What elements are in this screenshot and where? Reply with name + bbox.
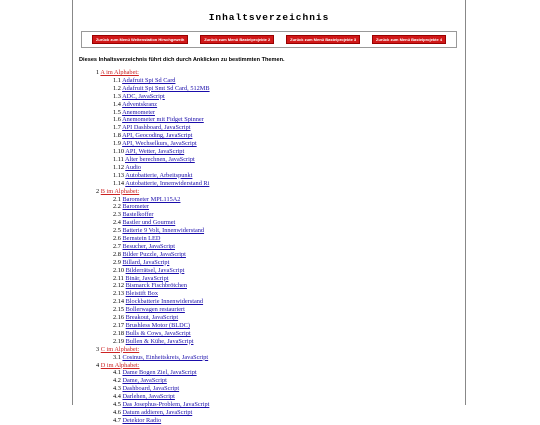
toc-item-link[interactable]: API, Wechselkurs, JavaScript	[122, 140, 197, 148]
toc-item-link[interactable]: Bilder Puzzle, JavaScript	[122, 250, 186, 258]
toc-item-link[interactable]: Dame Bogen Ziel, JavaScript	[122, 369, 197, 377]
toc-item-link[interactable]: Alter berechnen, JavaScript	[125, 155, 195, 163]
nav-button-bastelprojekte-4[interactable]: Zurück zum Menü Bastelprojekte 4	[372, 35, 446, 44]
toc-item	[113, 109, 465, 117]
nav-button-weltenstation[interactable]: Zurück zum Menü Weltenstation Hirschgeweih	[92, 35, 188, 44]
toc-item-number: 4.5	[113, 401, 121, 409]
toc-item	[113, 140, 465, 148]
toc-section	[96, 188, 465, 196]
toc-item-link[interactable]: Dame, JavaScript	[122, 377, 167, 385]
toc-item	[113, 369, 465, 377]
toc-item	[113, 156, 465, 164]
toc-item-number: 4.2	[113, 377, 121, 385]
nav-button-bar	[81, 31, 457, 48]
toc-item	[113, 148, 465, 156]
toc-item-link[interactable]: Bernstein LED	[122, 235, 161, 243]
toc-item-number: 2.12	[113, 282, 125, 290]
toc-item-number: 4.7	[113, 416, 121, 424]
toc-item-number: 1.6	[113, 116, 121, 124]
nav-button-bastelprojekte-3[interactable]: Zurück zum Menü Bastelprojekte 3	[286, 35, 360, 44]
toc-section-link[interactable]: B im Alphabet:	[100, 187, 140, 195]
toc-item-number: 1.4	[113, 100, 121, 108]
toc-item-number: 1.11	[113, 155, 124, 163]
toc-section-number: 3	[96, 345, 100, 353]
toc-item	[113, 275, 465, 283]
toc-item	[113, 180, 465, 188]
toc-item-link[interactable]: Darlehen, JavaScript	[122, 393, 175, 401]
toc-item-number: 4.3	[113, 385, 121, 393]
toc-item-link[interactable]: Datum addieren, JavaScript	[122, 408, 193, 416]
toc-item-number: 2.14	[113, 298, 125, 306]
toc-section	[96, 346, 465, 354]
intro-text: Dieses Inhaltsverzeichnis führt dich durch Anklicken zu bestimmten Themen.	[79, 57, 285, 63]
toc-section-link[interactable]: A im Alphabet:	[100, 69, 139, 76]
toc-item	[113, 259, 465, 267]
toc-item-link[interactable]: Breakout, JavaScript	[125, 314, 179, 322]
toc-item-link[interactable]: Batterie 9 Volt, Innenwiderstand	[122, 227, 205, 235]
toc-item-number: 1.12	[113, 163, 125, 171]
toc-item-link[interactable]: Audio	[125, 163, 142, 171]
toc-item-number: 1.13	[113, 171, 125, 179]
toc-item	[113, 393, 465, 401]
toc-item	[113, 203, 465, 211]
nav-button-bastelprojekte-2[interactable]: Zurück zum Menü Bastelprojekte 2	[200, 35, 274, 44]
toc-item-number: 1.10	[113, 148, 125, 156]
toc-item	[113, 211, 465, 219]
toc-item-link[interactable]: Autobatterie, Innenwiderstand Ri	[125, 179, 210, 187]
toc-item-link[interactable]: Bilderrätsel, JavaScript	[125, 266, 185, 274]
toc-item-number: 2.18	[113, 329, 125, 337]
toc-item-number: 1.14	[113, 179, 125, 187]
toc-item	[113, 385, 465, 393]
toc-item	[113, 290, 465, 298]
toc-item-link[interactable]: Billard, JavaScript	[122, 258, 170, 266]
toc-item	[113, 314, 465, 322]
toc-item-link[interactable]: Adafruit Spi Smt Sd Card, 512MB	[122, 84, 210, 92]
toc-item-link[interactable]: Binär, JavaScript	[125, 274, 169, 282]
toc-item-number: 2.1	[113, 195, 121, 203]
toc-item	[113, 298, 465, 306]
toc-item-number: 2.19	[113, 337, 125, 345]
toc-item-link[interactable]: Bleistift Box	[125, 290, 158, 298]
toc-item	[113, 306, 465, 314]
toc-item-link[interactable]: Blockbatterie Innenwiderstand	[125, 298, 204, 306]
toc-item-number: 2.4	[113, 219, 121, 227]
toc-section	[96, 69, 465, 77]
toc-item	[113, 401, 465, 409]
toc-item-link[interactable]: Autobatterie, Arbeitspunkt	[125, 171, 193, 179]
toc-item	[113, 354, 465, 362]
toc-item-link[interactable]: Bulls & Cows, JavaScript	[125, 329, 191, 337]
toc-item-link[interactable]: Bismarck Fischbrötchen	[125, 282, 187, 290]
toc-item-link[interactable]: API, Wetter, JavaScript	[125, 148, 185, 156]
toc-item-number: 1.5	[113, 108, 121, 116]
toc-section-link[interactable]: D im Alphabet:	[100, 361, 140, 369]
toc-item-number: 4.6	[113, 408, 121, 416]
toc-item-number: 2.2	[113, 203, 121, 211]
page-container	[72, 0, 466, 424]
toc-item-number: 1.8	[113, 132, 121, 140]
toc-item	[113, 227, 465, 235]
toc-item	[113, 172, 465, 180]
toc-item	[113, 77, 465, 85]
page-title: Inhaltsverzeichnis	[208, 12, 330, 23]
toc-item-number: 1.1	[113, 76, 121, 84]
toc-item-number: 1.7	[113, 124, 121, 132]
toc-item-number: 2.11	[113, 274, 124, 282]
toc-item	[113, 338, 465, 346]
toc-item-link[interactable]: Dashboard, JavaScript	[122, 385, 180, 393]
toc-item-number: 2.8	[113, 250, 121, 258]
toc-item	[113, 124, 465, 132]
toc-item	[113, 409, 465, 417]
toc-item-link[interactable]: Bollerwagen restauriert	[125, 306, 185, 314]
toc-item-number: 2.7	[113, 242, 121, 250]
toc-section-number: 2	[96, 187, 100, 195]
toc-item-link[interactable]: Bastelkoffer	[122, 211, 154, 219]
toc-item-number: 4.1	[113, 369, 121, 377]
toc-item-link[interactable]: Bullen & Kühe, JavaScript	[125, 337, 194, 345]
toc-item-number: 4.4	[113, 393, 121, 401]
toc-item-number: 2.16	[113, 314, 125, 322]
toc-item-number: 2.17	[113, 322, 125, 329]
toc-section-number: 4	[96, 361, 100, 369]
toc-item	[113, 267, 465, 275]
toc-item-link[interactable]: Barometer MPL115A2	[122, 195, 181, 203]
toc-item-link[interactable]: Brushless Motor (BLDC)	[125, 322, 190, 329]
toc-item-number: 1.9	[113, 140, 121, 148]
toc-item	[113, 322, 465, 330]
toc-item-link[interactable]: API, Geocoding, JavaScript	[122, 132, 193, 140]
toc-item	[113, 196, 465, 204]
toc-item	[113, 282, 465, 290]
toc-item-number: 1.3	[113, 92, 121, 100]
toc-item	[113, 93, 465, 101]
toc-section	[96, 362, 465, 370]
toc-item-link[interactable]: Das Josephus-Problem, JavaScript	[122, 401, 210, 409]
toc-item	[113, 85, 465, 93]
toc-item	[113, 116, 465, 124]
toc-item-number: 3.1	[113, 353, 121, 361]
toc-item-link[interactable]: ADC, JavaScript	[122, 92, 165, 100]
toc-item-number: 2.9	[113, 258, 121, 266]
toc-item	[113, 251, 465, 259]
toc-item	[113, 330, 465, 338]
toc-item-link[interactable]: Barometer	[122, 203, 150, 211]
toc-item-link[interactable]: Cosinus, Einheitskreis, JavaScript	[122, 353, 209, 361]
toc-item-number: 1.2	[113, 84, 121, 92]
toc-item-number: 2.15	[113, 306, 125, 314]
toc-item-number: 2.3	[113, 211, 121, 219]
toc-item-link[interactable]: Besucher, JavaScript	[122, 242, 176, 250]
toc-item-link[interactable]: Adventskranz	[122, 100, 158, 108]
toc-item	[113, 235, 465, 243]
table-of-contents	[73, 69, 465, 425]
toc-item	[113, 164, 465, 172]
toc-item-link[interactable]: Anemometer	[122, 108, 155, 116]
toc-item	[113, 243, 465, 251]
toc-item-link[interactable]: Adafruit Spi Sd Card	[122, 76, 176, 84]
toc-item	[113, 132, 465, 140]
toc-item-number: 2.6	[113, 235, 121, 243]
toc-item-number: 2.13	[113, 290, 125, 298]
toc-item-link[interactable]: Detektor Radio	[122, 416, 162, 424]
toc-item-link[interactable]: Anemometer mit Fidget Spinner	[122, 116, 204, 124]
toc-section-link[interactable]: C im Alphabet:	[100, 345, 140, 353]
toc-item-number: 2.10	[113, 266, 125, 274]
toc-item	[113, 417, 465, 425]
toc-item	[113, 377, 465, 385]
toc-item	[113, 101, 465, 109]
toc-item	[113, 219, 465, 227]
toc-section-number: 1	[96, 69, 100, 76]
toc-item-link[interactable]: Bastler und Gourmet	[122, 219, 176, 227]
toc-item-number: 2.5	[113, 227, 121, 235]
toc-item-link[interactable]: API Dashboard, JavaScript	[122, 124, 191, 132]
